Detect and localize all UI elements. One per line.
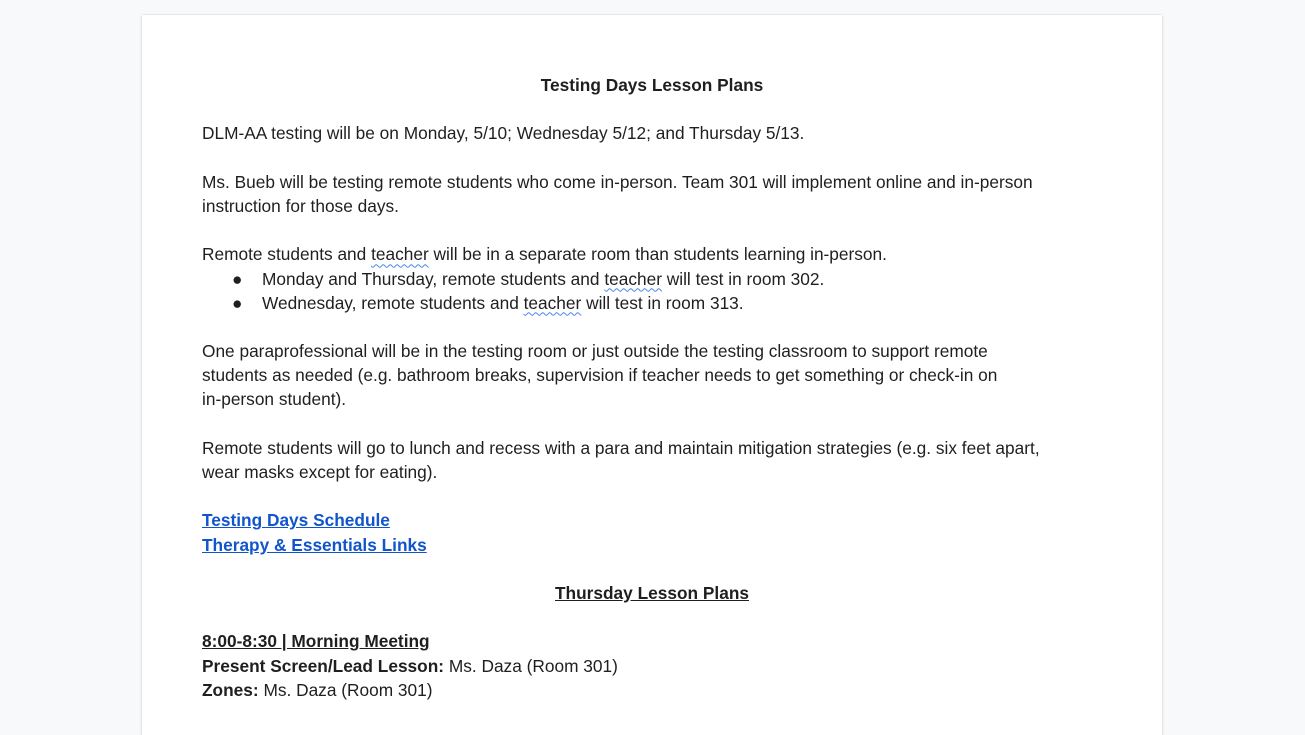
blank-line [202, 557, 1102, 581]
section-title: Thursday Lesson Plans [555, 582, 749, 603]
blank-line [202, 412, 1102, 436]
text-segment: Remote students and [202, 244, 372, 265]
testing-days-schedule-link[interactable]: Testing Days Schedule [202, 510, 390, 531]
spellcheck-flagged-word[interactable]: teacher [523, 292, 582, 313]
bullet-item [202, 291, 1102, 315]
paragraph-5-line-2: wear masks except for eating). [202, 462, 438, 482]
paragraph-4-line-3: in-person student). [202, 389, 347, 410]
spellcheck-flagged-word[interactable]: teacher [604, 268, 662, 289]
row-label: Zones: [202, 679, 259, 700]
schedule-heading: 8:00-8:30 | Morning Meeting [202, 631, 430, 652]
document-page[interactable] [142, 15, 1162, 735]
text-segment: Wednesday, remote students and [262, 292, 524, 313]
row-value: Ms. Daza (Room 301) [444, 655, 618, 676]
paragraph-4-line-2: students as needed (e.g. bathroom breaks, supervision if teacher needs to get something or check-in on [202, 365, 998, 386]
blank-line [202, 315, 1102, 339]
intro-paragraph: DLM-AA testing will be on Monday, 5/10; Wednesday 5/12; and Thursday 5/13. [202, 123, 805, 144]
text-segment: will test in room 313. [581, 292, 744, 313]
schedule-row [202, 654, 1102, 678]
link-line [202, 508, 1102, 532]
bullet-icon: ● [232, 268, 243, 289]
blank-line [202, 218, 1102, 242]
blank-line [202, 97, 1102, 121]
schedule-row [202, 678, 1102, 702]
paragraph-2-line-1: Ms. Bueb will be testing remote students who come in-person. Team 301 will implement online and in-person [202, 171, 1033, 192]
blank-line [202, 146, 1102, 170]
link-line [202, 533, 1102, 557]
document-title: Testing Days Lesson Plans [540, 75, 764, 95]
row-label: Present Screen/Lead Lesson: [202, 655, 445, 676]
text-segment: Monday and Thursday, remote students and [262, 268, 605, 289]
paragraph-4-line-1: One paraprofessional will be in the testing room or just outside the testing classroom to support remote [202, 341, 988, 362]
text-segment: will test in room 302. [661, 268, 825, 289]
text-segment: will be in a separate room than students learning in-person. [428, 244, 887, 265]
therapy-essentials-link[interactable]: Therapy & Essentials Links [202, 534, 427, 555]
blank-line [202, 484, 1102, 508]
bullet-item [202, 267, 1102, 291]
paragraph-5-line-1: Remote students will go to lunch and recess with a para and maintain mitigation strategies (e.g. six feet apart, [202, 437, 1040, 458]
paragraph-3 [202, 242, 1102, 266]
row-value: Ms. Daza (Room 301) [258, 679, 433, 700]
document-body[interactable] [202, 73, 1102, 702]
bullet-icon: ● [232, 292, 243, 313]
spellcheck-flagged-word[interactable]: teacher [371, 244, 429, 265]
paragraph-2-line-2: instruction for those days. [202, 195, 399, 216]
blank-line [202, 605, 1102, 629]
